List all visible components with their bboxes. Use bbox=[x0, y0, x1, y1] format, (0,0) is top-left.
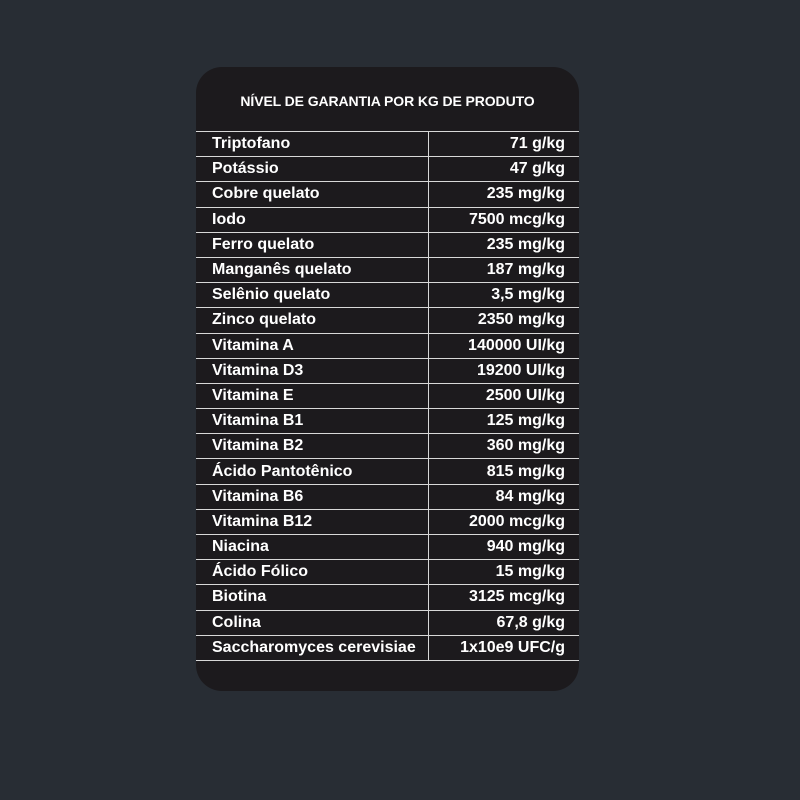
nutrient-name: Selênio quelato bbox=[196, 283, 428, 308]
table-row bbox=[196, 358, 579, 383]
table-row bbox=[196, 484, 579, 509]
nutrient-name: Vitamina B2 bbox=[196, 434, 428, 459]
table-row bbox=[196, 257, 579, 282]
nutrient-value: 3,5 mg/kg bbox=[491, 286, 565, 304]
nutrient-value: 71 g/kg bbox=[509, 135, 565, 153]
table-row bbox=[196, 635, 579, 660]
nutrient-name: Vitamina B12 bbox=[196, 509, 428, 534]
nutrient-name: Vitamina B1 bbox=[196, 409, 428, 434]
nutrient-value: 7500 mcg/kg bbox=[468, 210, 565, 228]
guarantee-table bbox=[196, 131, 579, 661]
nutrient-name: Saccharomyces cerevisiae bbox=[196, 635, 428, 660]
nutrition-card bbox=[196, 67, 579, 691]
table-row bbox=[196, 182, 579, 207]
nutrient-value: 235 mg/kg bbox=[486, 235, 565, 253]
nutrient-name: Cobre quelato bbox=[196, 182, 428, 207]
nutrient-name: Iodo bbox=[196, 207, 428, 232]
nutrient-value: 67,8 g/kg bbox=[496, 613, 565, 631]
nutrient-name: Vitamina E bbox=[196, 383, 428, 408]
nutrient-value: 125 mg/kg bbox=[486, 412, 565, 430]
nutrient-name: Colina bbox=[196, 610, 428, 635]
nutrient-name: Potássio bbox=[196, 157, 428, 182]
nutrient-value: 84 mg/kg bbox=[495, 487, 565, 505]
guarantee-table-body bbox=[196, 132, 579, 661]
nutrient-value: 360 mg/kg bbox=[486, 437, 565, 455]
nutrient-value: 235 mg/kg bbox=[486, 185, 565, 203]
nutrient-value: 19200 UI/kg bbox=[476, 361, 565, 379]
table-row bbox=[196, 308, 579, 333]
nutrient-value: 1x10e9 UFC/g bbox=[460, 638, 565, 656]
table-row bbox=[196, 509, 579, 534]
nutrient-value: 47 g/kg bbox=[509, 160, 565, 178]
nutrient-name: Ferro quelato bbox=[196, 232, 428, 257]
nutrient-name: Zinco quelato bbox=[196, 308, 428, 333]
table-row bbox=[196, 560, 579, 585]
nutrient-name: Triptofano bbox=[196, 132, 428, 157]
table-row bbox=[196, 132, 579, 157]
nutrient-value: 2350 mg/kg bbox=[477, 311, 565, 329]
nutrient-name: Vitamina D3 bbox=[196, 358, 428, 383]
nutrient-value: 2500 UI/kg bbox=[485, 386, 565, 404]
table-row bbox=[196, 434, 579, 459]
nutrient-name: Vitamina A bbox=[196, 333, 428, 358]
nutrient-value: 2000 mcg/kg bbox=[468, 512, 565, 530]
nutrient-value: 940 mg/kg bbox=[486, 538, 565, 556]
table-row bbox=[196, 232, 579, 257]
nutrient-value: 15 mg/kg bbox=[495, 563, 565, 581]
table-row bbox=[196, 383, 579, 408]
table-row bbox=[196, 333, 579, 358]
table-row bbox=[196, 283, 579, 308]
nutrient-value: 3125 mcg/kg bbox=[468, 588, 565, 606]
card-title: NÍVEL DE GARANTIA POR KG DE PRODUTO bbox=[240, 93, 535, 109]
nutrient-name: Vitamina B6 bbox=[196, 484, 428, 509]
table-row bbox=[196, 157, 579, 182]
table-row bbox=[196, 409, 579, 434]
table-row bbox=[196, 207, 579, 232]
nutrient-name: Ácido Fólico bbox=[196, 560, 428, 585]
nutrient-name: Biotina bbox=[196, 585, 428, 610]
nutrient-name: Manganês quelato bbox=[196, 257, 428, 282]
nutrient-value: 815 mg/kg bbox=[486, 462, 565, 480]
table-row bbox=[196, 459, 579, 484]
nutrient-value: 140000 UI/kg bbox=[468, 336, 565, 354]
table-row bbox=[196, 585, 579, 610]
nutrient-name: Ácido Pantotênico bbox=[196, 459, 428, 484]
nutrient-value: 187 mg/kg bbox=[486, 261, 565, 279]
table-row bbox=[196, 610, 579, 635]
nutrient-name: Niacina bbox=[196, 535, 428, 560]
table-row bbox=[196, 535, 579, 560]
